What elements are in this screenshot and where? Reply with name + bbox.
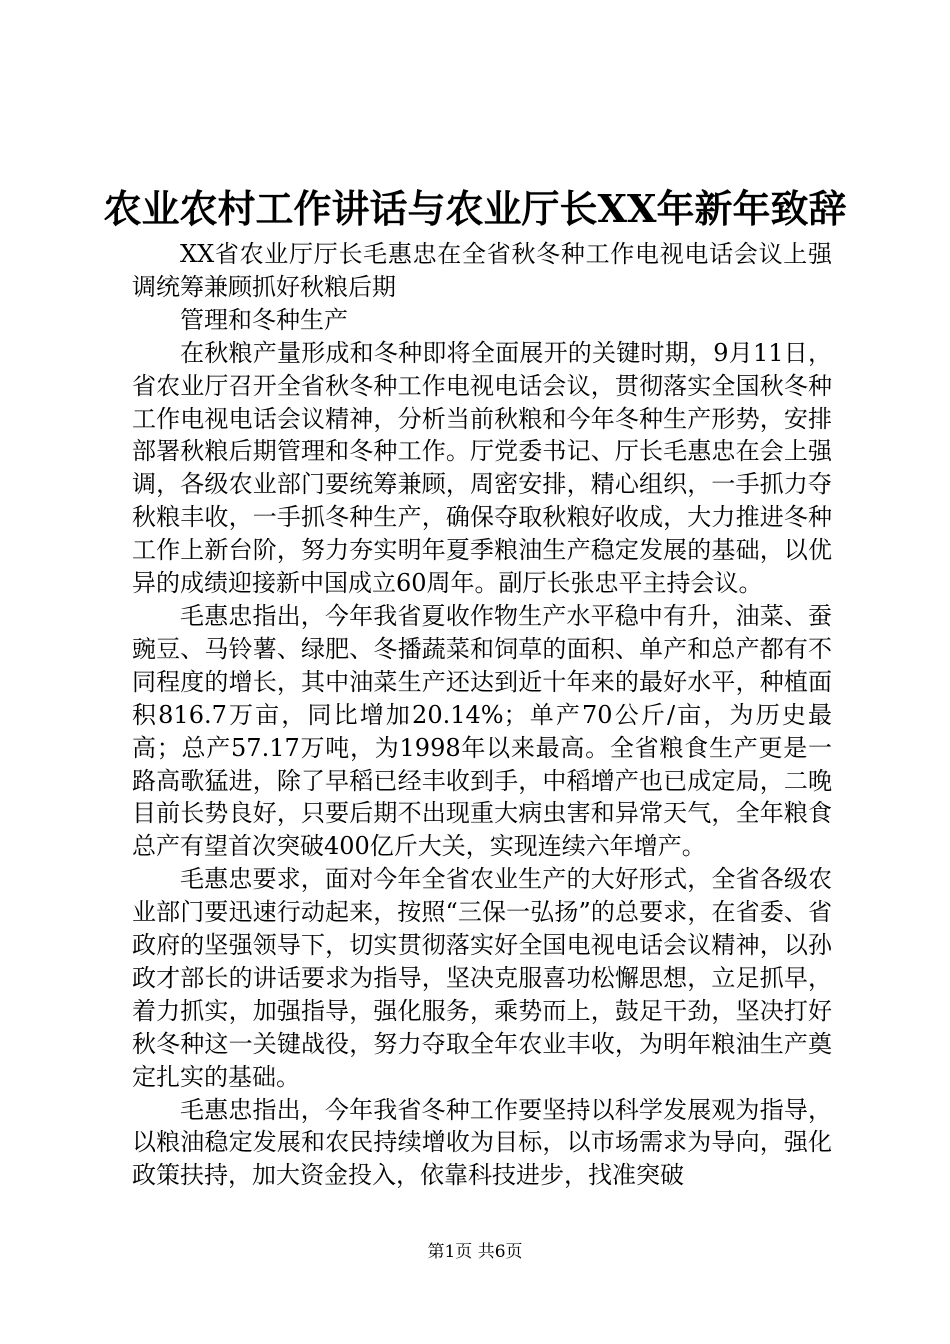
paragraph-winter-planting: 毛惠忠指出，今年我省冬种工作要坚持以科学发展观为指导，以粮油稳定发展和农民持续增收为目标，以市场需求为导向，强化政策扶持，加大资金投入，依靠科技进步，找准突破	[132, 1095, 832, 1190]
paragraph-harvest-summary: 毛惠忠指出，今年我省夏收作物生产水平稳中有升，油菜、蚕豌豆、马铃薯、绿肥、冬播蔬菜和饲草的面积、单产和总产都有不同程度的增长，其中油菜生产还达到近十年来的最好水平，种植面积816.7万亩，同比增加20.14%；单产70公斤/亩，为历史最高；总产57.17万吨，为1998年以来最高。全省粮食生产更是一路高歌猛进，除了早稻已经丰收到手，中稻增产也已成定局，二晚目前长势良好，只要后期不出现重大病虫害和异常天气，全年粮食总产有望首次突破400亿斤大关，实现连续六年增产。	[132, 601, 832, 861]
document-title: 农业农村工作讲话与农业厅长XX年新年致辞	[103, 186, 847, 231]
page-number-footer: 第1页 共6页	[427, 1242, 523, 1262]
paragraph-meeting-intro: 在秋粮产量形成和冬种即将全面展开的关键时期，9月11日，省农业厅召开全省秋冬种工作电视电话会议，贯彻落实全国秋冬种工作电视电话会议精神，分析当前秋粮和今年冬种生产形势，安排部署秋粮后期管理和冬种工作。厅党委书记、厅长毛惠忠在会上强调，各级农业部门要统筹兼顾，周密安排，精心组织，一手抓力夺秋粮丰收，一手抓冬种生产，确保夺取秋粮好收成，大力推进冬种工作上新台阶，努力夯实明年夏季粮油生产稳定发展的基础，以优异的成绩迎接新中国成立60周年。副厅长张忠平主持会议。	[132, 338, 832, 598]
paragraph-subtitle-line-1: XX省农业厅厅长毛惠忠在全省秋冬种工作电视电话会议上强调统筹兼顾抓好秋粮后期	[132, 240, 832, 301]
paragraph-subtitle-line-2: 管理和冬种生产	[180, 305, 348, 334]
document-body	[132, 238, 832, 1192]
paragraph-requirements: 毛惠忠要求，面对今年全省农业生产的大好形式，全省各级农业部门要迅速行动起来，按照“三保一弘扬”的总要求，在省委、省政府的坚强领导下，切实贯彻落实好全国电视电话会议精神，以孙政才部长的讲话要求为指导，坚决克服喜功松懈思想，立足抓早，着力抓实，加强指导，强化服务，乘势而上，鼓足干劲，坚决打好秋冬种这一关键战役，努力夺取全年农业丰收，为明年粮油生产奠定扎实的基础。	[132, 865, 832, 1091]
